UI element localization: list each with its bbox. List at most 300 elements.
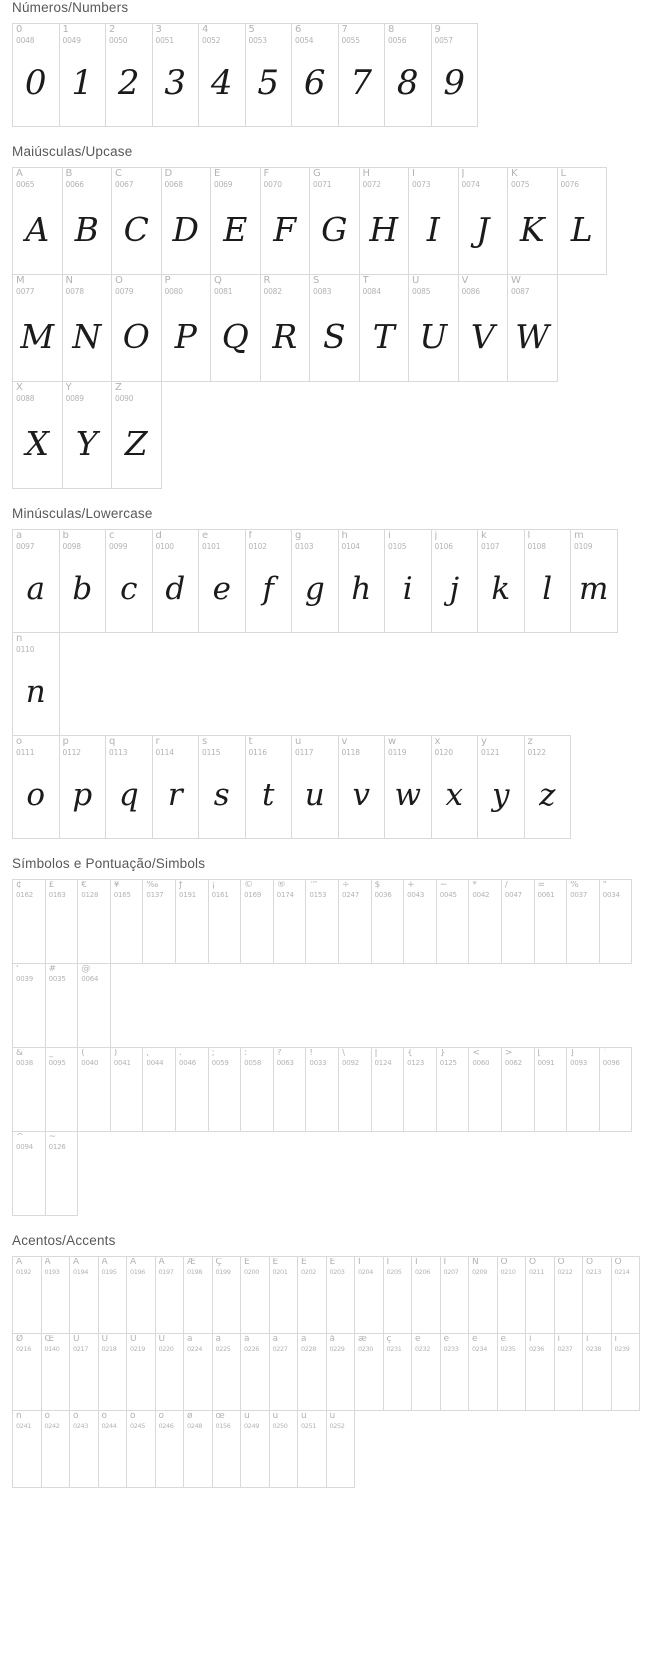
glyph-cell[interactable]	[599, 1047, 633, 1132]
glyph-preview: N	[72, 316, 102, 356]
glyph-cell[interactable]	[245, 23, 293, 127]
glyph-meta	[535, 880, 567, 899]
glyph-meta	[327, 1257, 355, 1276]
glyph-char-label: î	[586, 1335, 589, 1344]
glyph-cell[interactable]	[431, 735, 479, 839]
glyph-cell[interactable]	[161, 274, 212, 382]
glyph-code-label: 0219	[130, 1345, 145, 1353]
glyph-cell[interactable]	[12, 1047, 46, 1132]
glyph-cell[interactable]	[338, 879, 372, 964]
glyph-cell[interactable]	[12, 1410, 42, 1488]
glyph-cell[interactable]	[69, 1333, 99, 1411]
glyph-cell[interactable]	[45, 963, 79, 1048]
glyph-cell[interactable]	[12, 274, 63, 382]
glyph-cell[interactable]	[152, 23, 200, 127]
glyph-char-label: ó	[73, 1412, 79, 1421]
glyph-char-label: ÷	[341, 881, 350, 890]
glyph-meta	[156, 1334, 184, 1353]
glyph-cell[interactable]	[297, 1256, 327, 1334]
glyph-code-label: 0119	[388, 748, 407, 757]
glyph-preview	[372, 899, 404, 963]
glyph-cell[interactable]	[359, 274, 410, 382]
glyph-code-label: 0251	[301, 1422, 316, 1430]
glyph-code-label: 0072	[362, 180, 381, 189]
glyph-code-label: 0235	[500, 1345, 516, 1353]
glyph-meta	[13, 1257, 41, 1276]
glyph-meta	[409, 275, 458, 296]
glyph-cell[interactable]	[582, 1256, 612, 1334]
glyph-code-label: 0104	[341, 542, 360, 551]
glyph-cell[interactable]	[12, 23, 60, 127]
glyph-cell[interactable]	[240, 1047, 274, 1132]
glyph-char-label: u	[295, 737, 302, 747]
glyph-cell[interactable]	[458, 274, 509, 382]
glyph-cell[interactable]	[111, 274, 162, 382]
glyph-preview: 8	[396, 63, 419, 104]
glyph-preview: e	[212, 570, 231, 607]
glyph-cell[interactable]	[468, 879, 502, 964]
glyph-meta	[469, 1257, 497, 1276]
glyph-cell[interactable]	[105, 529, 153, 633]
glyph-cell[interactable]	[45, 1131, 79, 1216]
glyph-cell[interactable]	[98, 1333, 128, 1411]
glyph-cell[interactable]	[525, 1256, 555, 1334]
glyph-cell[interactable]	[183, 1410, 213, 1488]
glyph-meta	[292, 530, 338, 551]
glyph-code-label: 0097	[16, 542, 35, 551]
glyph-cell[interactable]	[12, 632, 60, 736]
glyph-cell[interactable]	[408, 167, 459, 275]
glyph-char-label: Ñ	[472, 1258, 479, 1267]
glyph-cell[interactable]	[183, 1333, 213, 1411]
glyph-cell[interactable]	[291, 735, 339, 839]
glyph-cell[interactable]	[354, 1256, 384, 1334]
glyph-char-label: â	[244, 1335, 250, 1344]
glyph-cell[interactable]	[273, 879, 307, 964]
glyph-preview	[469, 1276, 497, 1333]
glyph-cell[interactable]	[12, 381, 63, 489]
glyph-cell[interactable]	[12, 963, 46, 1048]
glyph-cell[interactable]	[403, 879, 437, 964]
glyph-char-label: B	[65, 169, 73, 179]
glyph-code-label: 0199	[215, 1268, 231, 1276]
glyph-cell[interactable]	[41, 1410, 71, 1488]
glyph-char-label: ñ	[16, 1412, 22, 1421]
glyph-preview: C	[123, 209, 149, 249]
glyph-code-label: 0038	[16, 1059, 34, 1067]
glyph-cell[interactable]	[411, 1333, 441, 1411]
glyph-meta	[70, 1334, 98, 1353]
glyph-cell[interactable]	[62, 381, 113, 489]
glyph-cell[interactable]	[12, 1131, 46, 1216]
glyph-cell[interactable]	[384, 529, 432, 633]
glyph-cell[interactable]	[77, 963, 111, 1048]
glyph-cell[interactable]	[458, 167, 509, 275]
glyph-code-label: 0232	[415, 1345, 430, 1353]
glyph-cell[interactable]	[12, 1333, 42, 1411]
glyph-preview	[567, 1067, 599, 1131]
glyph-preview	[184, 1353, 212, 1410]
glyph-cell[interactable]	[384, 23, 432, 127]
glyph-cell[interactable]	[468, 1333, 498, 1411]
glyph-char-label: V	[461, 276, 469, 286]
glyph-code-label: 0247	[341, 891, 359, 899]
glyph-meta	[99, 1334, 127, 1353]
glyph-cell[interactable]	[105, 735, 153, 839]
glyph-cell[interactable]	[326, 1410, 356, 1488]
glyph-code-label: 0042	[472, 891, 490, 899]
glyph-meta	[437, 1048, 469, 1067]
glyph-cell[interactable]	[554, 1256, 584, 1334]
glyph-meta	[339, 530, 385, 551]
glyph-preview: i	[402, 570, 413, 607]
glyph-cell[interactable]	[408, 274, 459, 382]
glyph-meta	[153, 736, 199, 757]
glyph-char-label: Õ	[586, 1258, 594, 1267]
glyph-cell[interactable]	[69, 1410, 99, 1488]
glyph-char-label: o	[16, 737, 23, 747]
glyph-char-label: H	[362, 169, 371, 179]
glyph-meta	[70, 1411, 98, 1430]
glyph-cell[interactable]	[534, 1047, 568, 1132]
glyph-cell[interactable]	[269, 1410, 299, 1488]
glyph-cell[interactable]	[436, 1047, 470, 1132]
glyph-char-label: Î	[415, 1258, 418, 1267]
glyph-cell[interactable]	[611, 1333, 641, 1411]
glyph-cell[interactable]	[383, 1333, 413, 1411]
glyph-cell[interactable]	[383, 1256, 413, 1334]
glyph-preview: 5	[257, 63, 280, 104]
glyph-char-label: [	[537, 1049, 542, 1058]
glyph-cell[interactable]	[403, 1047, 437, 1132]
glyph-meta	[60, 736, 106, 757]
glyph-code-label: 0053	[248, 36, 267, 45]
glyph-meta	[600, 880, 632, 899]
glyph-cell[interactable]	[338, 23, 386, 127]
glyph-preview	[469, 1067, 501, 1131]
glyph-cell[interactable]	[45, 879, 79, 964]
glyph-preview	[526, 1276, 554, 1333]
glyph-meta	[184, 1334, 212, 1353]
glyph-preview	[13, 1151, 45, 1215]
glyph-cell[interactable]	[554, 1333, 584, 1411]
glyph-cell[interactable]	[175, 879, 209, 964]
glyph-cell[interactable]	[507, 167, 558, 275]
glyph-cell[interactable]	[411, 1256, 441, 1334]
glyph-char-label: 0	[16, 25, 23, 35]
glyph-cell[interactable]	[212, 1333, 242, 1411]
glyph-cell[interactable]	[245, 735, 293, 839]
glyph-cell[interactable]	[12, 1256, 42, 1334]
glyph-char-label: ü	[329, 1412, 336, 1421]
glyph-meta	[583, 1257, 611, 1276]
glyph-char-label: s	[202, 737, 208, 747]
glyph-cell[interactable]	[41, 1256, 71, 1334]
glyph-code-label: 0095	[48, 1059, 66, 1067]
glyph-cell[interactable]	[501, 879, 535, 964]
glyph-char-label: U	[412, 276, 420, 286]
glyph-preview: t	[262, 776, 275, 813]
glyph-cell[interactable]	[240, 1256, 270, 1334]
glyph-cell[interactable]	[155, 1410, 185, 1488]
glyph-cell[interactable]	[212, 1256, 242, 1334]
glyph-cell[interactable]	[183, 1256, 213, 1334]
glyph-cell[interactable]	[62, 167, 113, 275]
glyph-char-label: m	[574, 531, 584, 541]
glyph-cell[interactable]	[152, 529, 200, 633]
glyph-cell[interactable]	[12, 167, 63, 275]
glyph-code-label: 0106	[434, 542, 453, 551]
glyph-cell[interactable]	[240, 1333, 270, 1411]
glyph-preview	[469, 899, 501, 963]
glyph-cell[interactable]	[152, 735, 200, 839]
glyph-cell[interactable]	[111, 381, 162, 489]
glyph-cell[interactable]	[371, 879, 405, 964]
glyph-cell[interactable]	[359, 167, 410, 275]
glyph-cell[interactable]	[198, 529, 246, 633]
glyph-meta	[360, 275, 409, 296]
glyph-char-label: Q	[214, 276, 222, 286]
glyph-code-label: 0198	[187, 1268, 202, 1276]
glyph-char-label: C	[115, 169, 122, 179]
glyph-code-label: 0066	[65, 180, 84, 189]
glyph-cell[interactable]	[77, 879, 111, 964]
glyph-code-label: 0059	[211, 1059, 229, 1067]
glyph-cell[interactable]	[297, 1333, 327, 1411]
glyph-meta	[555, 1334, 583, 1353]
glyph-cell[interactable]	[240, 1410, 270, 1488]
glyph-cell[interactable]	[599, 879, 633, 964]
glyph-preview	[339, 899, 371, 963]
glyph-cell[interactable]	[566, 1047, 600, 1132]
glyph-cell[interactable]	[155, 1256, 185, 1334]
glyph-char-label: )	[113, 1049, 118, 1058]
glyph-char-label: £	[48, 881, 55, 890]
glyph-cell[interactable]	[59, 23, 107, 127]
glyph-code-label: 0077	[16, 287, 35, 296]
glyph-cell[interactable]	[12, 735, 60, 839]
glyph-code-label: 0060	[472, 1059, 490, 1067]
glyph-char-label: $	[374, 881, 381, 890]
glyph-cell[interactable]	[477, 735, 525, 839]
glyph-cell[interactable]	[297, 1410, 327, 1488]
glyph-cell[interactable]	[497, 1256, 527, 1334]
glyph-cell[interactable]	[210, 274, 261, 382]
glyph-preview	[127, 1353, 155, 1410]
glyph-code-label: 0050	[109, 36, 128, 45]
glyph-cell[interactable]	[468, 1047, 502, 1132]
glyph-cell[interactable]	[111, 167, 162, 275]
glyph-cell[interactable]	[291, 529, 339, 633]
glyph-char-label: #	[48, 965, 57, 974]
glyph-cell[interactable]	[98, 1410, 128, 1488]
glyph-cell[interactable]	[12, 879, 46, 964]
glyph-cell[interactable]	[440, 1333, 470, 1411]
glyph-preview: y	[491, 776, 510, 813]
glyph-code-label: 0204	[358, 1268, 373, 1276]
glyph-cell[interactable]	[62, 274, 113, 382]
glyph-preview	[600, 1067, 632, 1131]
glyph-cell[interactable]	[210, 167, 261, 275]
glyph-cell[interactable]	[338, 529, 386, 633]
glyph-meta	[153, 530, 199, 551]
glyph-char-label: æ	[358, 1335, 367, 1344]
glyph-cell[interactable]	[305, 879, 339, 964]
glyph-cell[interactable]	[477, 529, 525, 633]
glyph-code-label: 0137	[146, 891, 164, 899]
glyph-cell[interactable]	[305, 1047, 339, 1132]
glyph-code-label: 0076	[560, 180, 579, 189]
glyph-meta	[143, 880, 175, 899]
glyph-cell[interactable]	[566, 879, 600, 964]
glyph-cell[interactable]	[142, 879, 176, 964]
glyph-cell[interactable]	[142, 1047, 176, 1132]
glyph-cell[interactable]	[273, 1047, 307, 1132]
glyph-code-label: 0107	[481, 542, 500, 551]
glyph-cell[interactable]	[198, 23, 246, 127]
glyph-cell[interactable]	[269, 1256, 299, 1334]
glyph-meta	[13, 1411, 41, 1430]
glyph-cell[interactable]	[326, 1333, 356, 1411]
glyph-row	[0, 735, 661, 838]
glyph-cell[interactable]	[110, 1047, 144, 1132]
glyph-meta	[310, 168, 359, 189]
glyph-cell[interactable]	[611, 1256, 641, 1334]
glyph-cell[interactable]	[269, 1333, 299, 1411]
glyph-cell[interactable]	[240, 879, 274, 964]
glyph-cell[interactable]	[354, 1333, 384, 1411]
glyph-cell[interactable]	[45, 1047, 79, 1132]
glyph-cell[interactable]	[126, 1256, 156, 1334]
glyph-cell[interactable]	[59, 735, 107, 839]
glyph-meta	[412, 1334, 440, 1353]
glyph-cell[interactable]	[208, 1047, 242, 1132]
glyph-cell[interactable]	[77, 1047, 111, 1132]
glyph-cell[interactable]	[524, 529, 572, 633]
glyph-cell[interactable]	[436, 879, 470, 964]
glyph-preview	[555, 1276, 583, 1333]
glyph-cell[interactable]	[212, 1410, 242, 1488]
glyph-cell[interactable]	[260, 167, 311, 275]
glyph-char-label: Å	[158, 1258, 165, 1267]
glyph-cell[interactable]	[570, 529, 618, 633]
glyph-cell[interactable]	[468, 1256, 498, 1334]
glyph-cell[interactable]	[198, 735, 246, 839]
glyph-cell[interactable]	[175, 1047, 209, 1132]
glyph-code-label: 0109	[574, 542, 593, 551]
glyph-cell[interactable]	[291, 23, 339, 127]
glyph-preview	[176, 899, 208, 963]
glyph-cell[interactable]	[371, 1047, 405, 1132]
section-symbols	[0, 856, 661, 1215]
glyph-cell[interactable]	[98, 1256, 128, 1334]
glyph-preview	[306, 899, 338, 963]
glyph-cell[interactable]	[507, 274, 558, 382]
glyph-char-label: 4	[202, 25, 209, 35]
glyph-char-label: n	[16, 634, 23, 644]
glyph-meta	[13, 633, 59, 654]
glyph-cell[interactable]	[105, 23, 153, 127]
glyph-cell[interactable]	[245, 529, 293, 633]
glyph-cell[interactable]	[260, 274, 311, 382]
glyph-code-label: 0118	[341, 748, 360, 757]
glyph-preview	[209, 1067, 241, 1131]
glyph-preview: p	[72, 776, 93, 813]
glyph-cell[interactable]	[501, 1047, 535, 1132]
glyph-cell[interactable]	[431, 529, 479, 633]
glyph-char-label: Ú	[101, 1335, 109, 1344]
glyph-preview	[127, 1430, 155, 1487]
glyph-code-label: 0217	[73, 1345, 88, 1353]
glyph-cell[interactable]	[431, 23, 479, 127]
glyph-meta	[526, 1334, 554, 1353]
glyph-code-label: 0121	[481, 748, 500, 757]
glyph-char-label: t	[248, 737, 253, 747]
glyph-cell[interactable]	[126, 1333, 156, 1411]
glyph-preview	[241, 1430, 269, 1487]
glyph-cell[interactable]	[59, 529, 107, 633]
glyph-cell[interactable]	[309, 274, 360, 382]
glyph-cell[interactable]	[309, 167, 360, 275]
glyph-code-label: 0192	[16, 1268, 31, 1276]
glyph-cell[interactable]	[161, 167, 212, 275]
glyph-code-label: 0099	[109, 542, 128, 551]
glyph-code-label: 0126	[48, 1143, 66, 1151]
glyph-cell[interactable]	[69, 1256, 99, 1334]
glyph-preview	[213, 1430, 241, 1487]
glyph-cell[interactable]	[497, 1333, 527, 1411]
glyph-cell[interactable]	[12, 529, 60, 633]
glyph-code-label: 0218	[101, 1345, 117, 1353]
glyph-preview	[339, 1067, 371, 1131]
glyph-cell[interactable]	[524, 735, 572, 839]
glyph-cell[interactable]	[582, 1333, 612, 1411]
glyph-preview: H	[369, 209, 399, 249]
glyph-code-label: 0054	[295, 36, 314, 45]
glyph-cell[interactable]	[41, 1333, 71, 1411]
glyph-code-label: 0083	[313, 287, 332, 296]
glyph-preview: k	[491, 570, 511, 607]
glyph-code-label: 0116	[248, 748, 267, 757]
glyph-cell[interactable]	[338, 735, 386, 839]
glyph-preview	[327, 1430, 355, 1487]
glyph-code-label: 0039	[16, 975, 34, 983]
glyph-cell[interactable]	[557, 167, 608, 275]
glyph-cell[interactable]	[384, 735, 432, 839]
glyph-char-label: W	[511, 276, 521, 286]
glyph-cell[interactable]	[534, 879, 568, 964]
glyph-code-label: 0161	[211, 891, 229, 899]
glyph-cell[interactable]	[440, 1256, 470, 1334]
glyph-cell[interactable]	[155, 1333, 185, 1411]
glyph-cell[interactable]	[110, 879, 144, 964]
glyph-preview: V	[470, 316, 495, 356]
glyph-cell[interactable]	[338, 1047, 372, 1132]
glyph-cell[interactable]	[126, 1410, 156, 1488]
glyph-cell[interactable]	[326, 1256, 356, 1334]
glyph-preview	[502, 899, 534, 963]
glyph-char-label: ©	[244, 881, 254, 890]
section-title: Números/Numbers	[12, 0, 129, 15]
glyph-char-label: D	[164, 169, 173, 179]
glyph-preview	[156, 1353, 184, 1410]
glyph-cell[interactable]	[208, 879, 242, 964]
glyph-char-label: h	[341, 531, 348, 541]
glyph-cell[interactable]	[525, 1333, 555, 1411]
glyph-meta	[241, 880, 273, 899]
glyph-meta	[211, 168, 260, 189]
glyph-preview	[555, 1353, 583, 1410]
